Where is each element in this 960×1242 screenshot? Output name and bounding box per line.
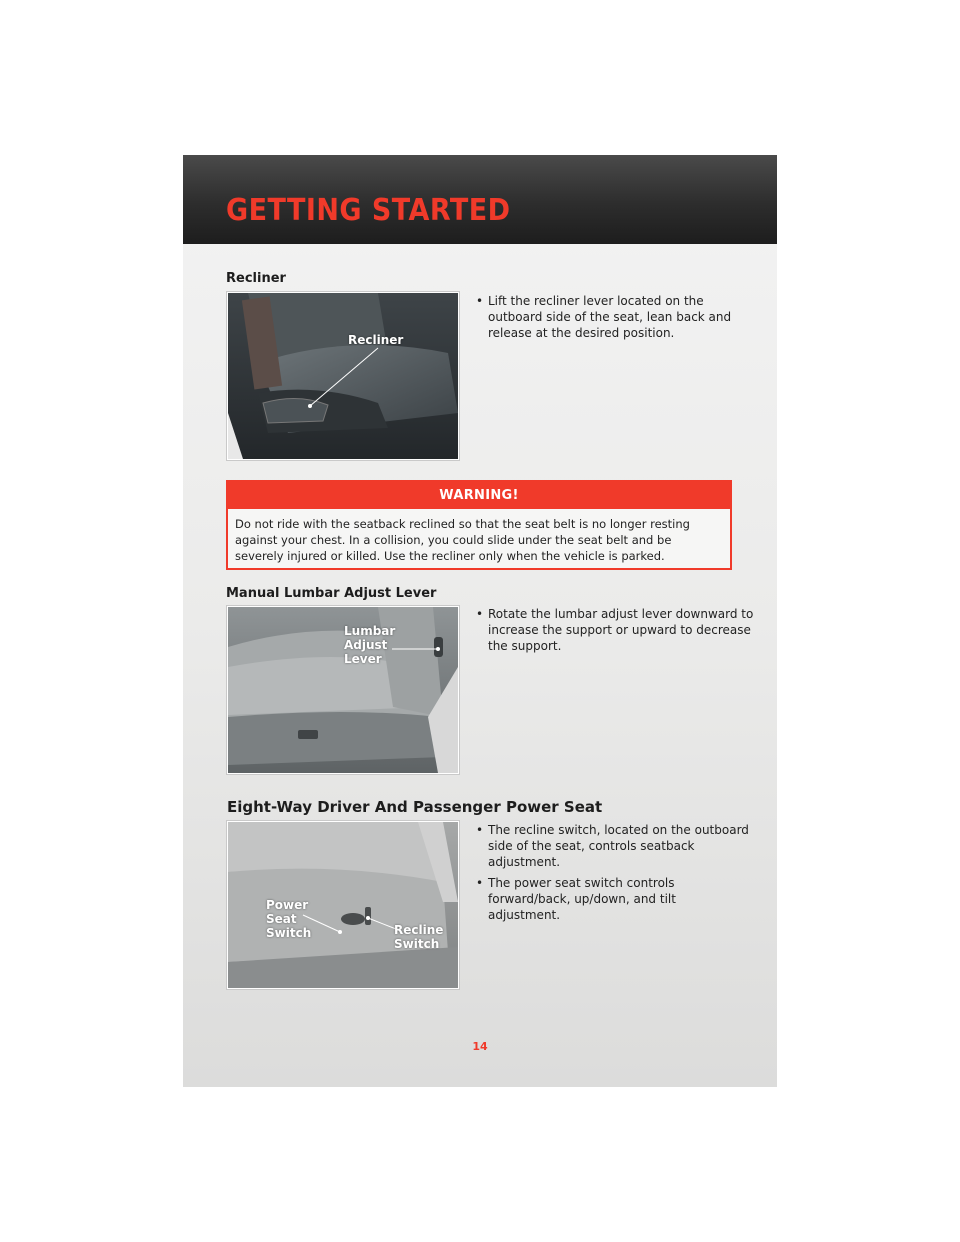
callout-line: Seat bbox=[266, 912, 297, 926]
power-seat-switch-callout bbox=[266, 898, 311, 940]
page-number: 14 bbox=[472, 1040, 488, 1053]
warning-box bbox=[226, 480, 732, 570]
bullet-glyph: • bbox=[476, 823, 484, 837]
bullet-glyph: • bbox=[476, 607, 484, 621]
lumbar-callout-line: Adjust bbox=[344, 638, 388, 652]
power-seat-bullet-text: The recline switch, located on the outboard side of the seat, controls seatback adjustment. bbox=[488, 823, 749, 869]
manual-page bbox=[183, 155, 777, 1087]
recliner-bullet bbox=[468, 293, 758, 341]
warning-text: Do not ride with the seatback reclined so that the seat belt is no longer resting against your chest. In a collision, you could slide under the seat belt and be severely injured or killed. Use the recliner only when the vehicle is parked. bbox=[235, 517, 690, 563]
bullet-glyph: • bbox=[476, 294, 484, 308]
recliner-bullet-text: Lift the recliner lever located on the outboard side of the seat, lean back and release at the desired position. bbox=[488, 294, 732, 340]
recliner-callout: Recliner bbox=[348, 333, 404, 347]
section-header bbox=[183, 155, 777, 244]
section-title: GETTING STARTED bbox=[226, 193, 511, 228]
lumbar-bullet bbox=[468, 606, 760, 654]
callout-line: Switch bbox=[394, 937, 440, 951]
callout-line: Power bbox=[266, 898, 309, 912]
recliner-heading: Recliner bbox=[226, 271, 286, 286]
lumbar-heading: Manual Lumbar Adjust Lever bbox=[226, 586, 437, 601]
recliner-photo bbox=[227, 292, 459, 460]
warning-title: WARNING! bbox=[228, 482, 730, 509]
power-seat-bullet-2 bbox=[468, 875, 738, 923]
lumbar-callout-line: Lever bbox=[344, 652, 382, 666]
power-seat-photo bbox=[227, 821, 459, 989]
callout-line: Switch bbox=[266, 926, 312, 940]
lumbar-bullet-text: Rotate the lumbar adjust lever downward to increase the support or upward to decrease the support. bbox=[488, 607, 754, 653]
power-seat-bullet-1 bbox=[468, 822, 760, 870]
lumbar-callout bbox=[344, 624, 395, 666]
lumbar-photo bbox=[227, 606, 459, 774]
callout-line: Recline bbox=[394, 923, 444, 937]
recline-switch-callout bbox=[394, 923, 443, 951]
power-seat-heading: Eight-Way Driver And Passenger Power Seat bbox=[227, 798, 603, 816]
bullet-glyph: • bbox=[476, 876, 484, 890]
lumbar-callout-line: Lumbar bbox=[344, 624, 396, 638]
power-seat-bullet-text: The power seat switch controls forward/back, up/down, and tilt adjustment. bbox=[488, 876, 676, 922]
